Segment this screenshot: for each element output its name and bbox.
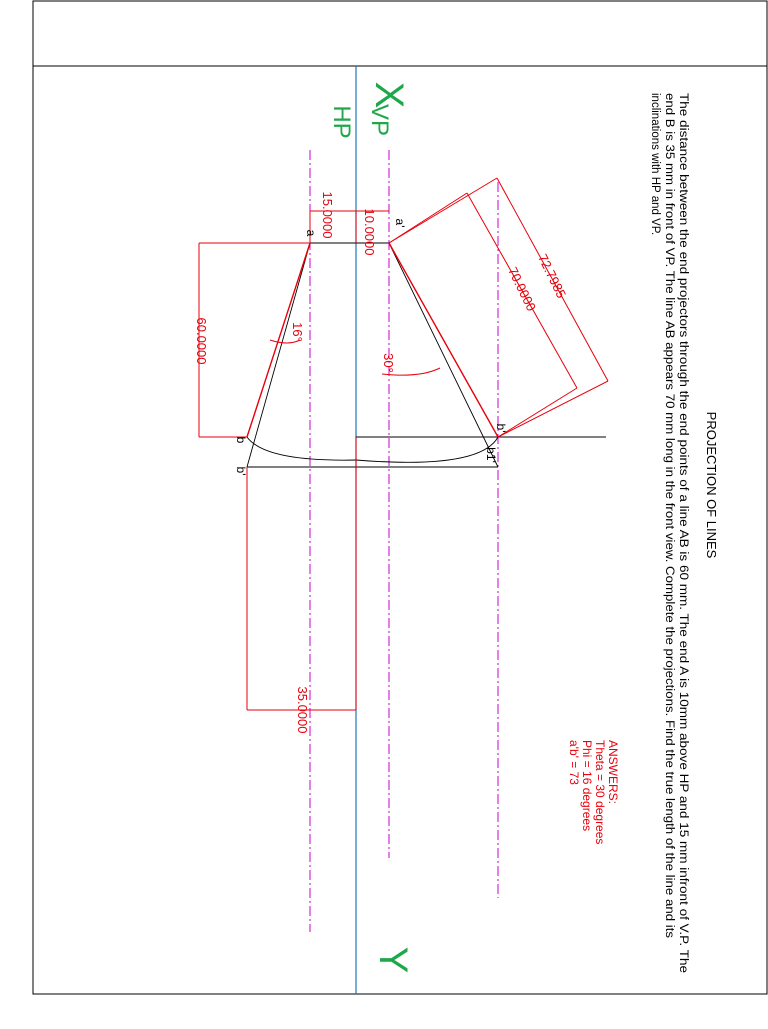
answer-ab: a'b' = 73: [567, 740, 581, 785]
answer-phi: Phi = 16 degrees: [580, 740, 594, 832]
projectors: [310, 150, 498, 932]
top-view-final: [247, 243, 310, 467]
true-length-front: [389, 243, 498, 437]
dim-text-72: 72.7985: [535, 251, 570, 301]
answers-block: [567, 740, 620, 844]
dim-text-phi: 16°: [290, 322, 305, 342]
dim-70-ext-b: [498, 388, 577, 437]
label-x: X: [367, 81, 411, 109]
point-a-top: a: [304, 229, 318, 237]
label-y: Y: [371, 946, 415, 974]
dim-72-ext-b: [498, 381, 608, 437]
problem-line-2: end B is 35 mm in front of VP. The line AB appears 70 mm long in the front view. Complete the projections. Find the true length of the line and its: [663, 93, 675, 827]
front-view-final: [389, 243, 498, 467]
point-b-top: b: [234, 436, 248, 444]
dim-text-10: 10.0000: [362, 208, 377, 256]
arc-top: [247, 437, 356, 460]
dim-text-35: 35.0000: [295, 686, 310, 734]
answer-theta: Theta = 30 degrees: [593, 740, 607, 845]
dim-72-ext-a: [389, 178, 497, 243]
answers-heading: ANSWERS:: [606, 740, 620, 805]
problem-line-3: inclinations with HP and VP.: [649, 93, 661, 236]
dim-text-60: 60.0000: [194, 317, 209, 365]
dim-text-70: 70.0000: [505, 264, 540, 314]
dim-text-15: 15.0000: [320, 191, 335, 239]
point-b-front: b': [494, 423, 508, 433]
point-a-front: a': [393, 218, 407, 228]
arc-front: [356, 437, 498, 462]
label-vp: VP: [366, 103, 393, 137]
dim-text-theta: 30°: [381, 353, 396, 373]
point-b1-front: b1': [484, 447, 498, 463]
problem-line-1: The distance between the end projectors through the end points of a line AB is 60 mm. The end A is 10mm above HP and 15 mm infront of V.P. The: [677, 93, 689, 842]
drawing-title: PROJECTION OF LINES: [704, 411, 719, 559]
label-hp: HP: [328, 105, 355, 139]
dimension-texts: [194, 192, 569, 734]
problem-statement: [649, 93, 689, 973]
point-b-top-final: b': [234, 466, 248, 476]
